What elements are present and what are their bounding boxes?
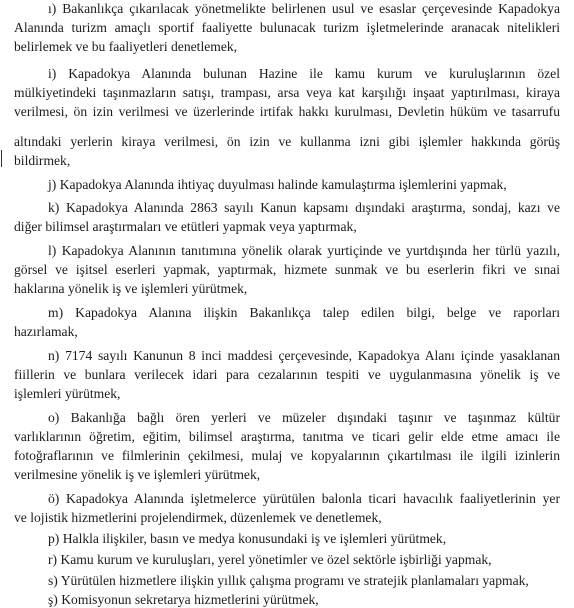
text-line: bildirmek,	[14, 153, 71, 168]
text-line: varlıklarının öğretim, eğitim, bilimsel araştırma, tanıtma ve ticari gelir elde etme amacı ile	[14, 429, 560, 444]
text-line: ı) Bakanlıkça çıkarılacak yönetmelikte belirlenen usul ve esaslar çerçevesinde Kapadokya	[48, 1, 560, 16]
text-line: verilmesine yönelik iş ve işlemleri yürütmek,	[14, 467, 261, 482]
text-line: n) 7174 sayılı Kanunun 8 inci maddesi çerçevesinde, Kapadokya Alanı içinde yasaklanan	[48, 348, 560, 363]
text-line: ö) Kapadokya Alanında işletmelerce yürütülen balonla ticari havacılık faaliyetlerinin yer	[48, 491, 560, 506]
text-line: p) Halkla ilişkiler, basın ve medya konusundaki iş ve işlemleri yürütmek,	[48, 531, 447, 546]
text-line: o) Bakanlığa bağlı ören yerleri ve müzeler dışındaki taşınır ve taşınmaz kültür	[48, 410, 560, 425]
text-line: işlemleri yürütmek,	[14, 386, 121, 401]
text-line: l) Kapadokya Alanının tanıtımına yönelik olarak yurtiçinde ve yurtdışında her türlü yazılı,	[48, 243, 560, 258]
text-line: fotoğraflarının ve filmlerinin çekilmesi, mulaj ve kopyalarının çıkartılması ile ilgili izinlerin	[14, 448, 560, 463]
text-line: ve lojistik hizmetlerini projelendirmek, düzenlemek ve denetlemek,	[14, 510, 382, 525]
text-line: altındaki yerlerin kiraya verilmesi, ön izin ve kullanma izni gibi işlemler hakkında görüş	[14, 134, 560, 149]
text-line: ş) Komisyonun sekretarya hizmetlerini yürütmek,	[48, 592, 319, 607]
text-line: verilmesi, ön izin verilmesi ve üzerlerinde irtifak hakkı kurulması, Devletin hüküm ve tasarrufu	[14, 104, 560, 119]
text-line: haklarına yönelik iş ve işlemleri yürütmek,	[14, 281, 248, 296]
text-line: r) Kamu kurum ve kuruluşları, yerel yönetimler ve özel sektörle işbirliği yapmak,	[48, 552, 492, 567]
text-line: Alanında turizm amaçlı sportif faaliyette bulunacak turizm işletmelerinde aranacak nitelikleri	[14, 20, 560, 35]
text-line: belirlemek ve bu faaliyetleri denetlemek,	[14, 39, 238, 54]
text-line: m) Kapadokya Alanına ilişkin Bakanlıkça talep edilen bilgi, belge ve raporları	[48, 305, 560, 320]
text-line: k) Kapadokya Alanında 2863 sayılı Kanun kapsamı dışındaki araştırma, sondaj, kazı ve	[48, 200, 560, 215]
text-line: j) Kapadokya Alanında ihtiyaç duyulması halinde kamulaştırma işlemlerini yapmak,	[48, 177, 507, 192]
text-line: mülkiyetindeki taşınmazların satışı, trampası, arsa veya kat karşılığı inşaat yaptırılması, kiraya	[14, 85, 560, 100]
text-line: fiillerin ve bunlara verilecek idari para cezalarının tespiti ve uygulanmasına yönelik iş ve	[14, 367, 560, 382]
text-line: görsel ve işitsel eserleri yapmak, yaptırmak, hizmete sunmak ve bu eserlerin fikri ve sınai	[14, 262, 560, 277]
text-line: hazırlamak,	[14, 324, 78, 339]
text-line: i) Kapadokya Alanında bulunan Hazine ile kamu kurum ve kuruluşlarının özel	[48, 66, 560, 81]
text-line: diğer bilimsel araştırmaları ve etütleri yapmak veya yaptırmak,	[14, 219, 357, 234]
margin-mark	[1, 150, 2, 167]
text-line: s) Yürütülen hizmetlere ilişkin yıllık çalışma programı ve stratejik planlamaları yapmak,	[48, 573, 529, 588]
